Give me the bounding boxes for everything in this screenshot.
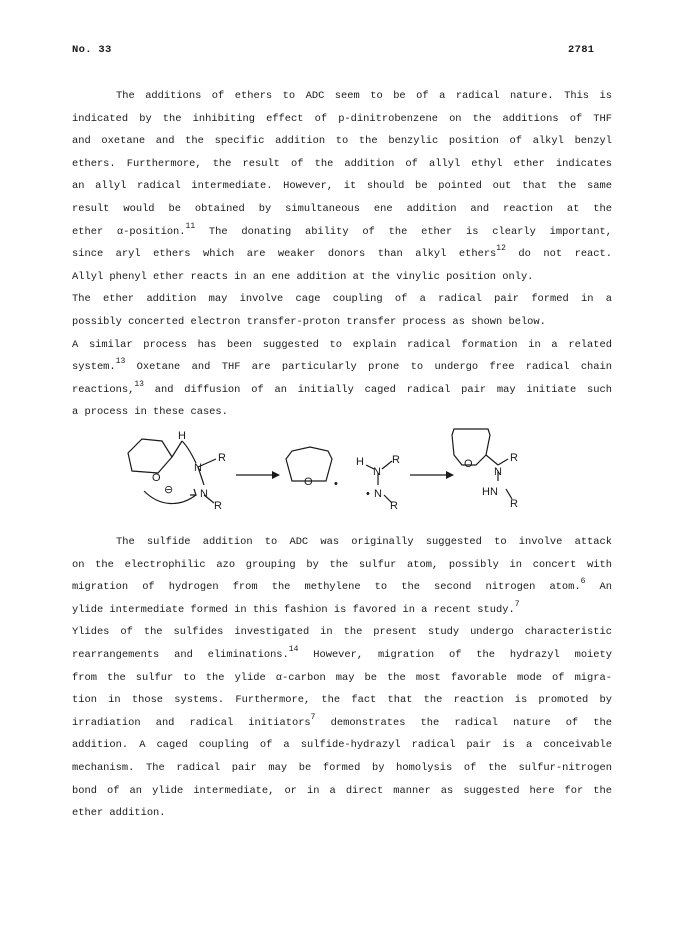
text-line (72, 221, 612, 244)
text-line (72, 175, 612, 198)
reference-superscript: 7 (514, 599, 520, 609)
text-line (72, 379, 612, 402)
reference-superscript: 12 (496, 244, 506, 254)
text-segment: rearrangements and eliminations. (72, 648, 289, 661)
hydrazyl-hydrogen-label: H (356, 456, 364, 468)
hydrazyl-radical-dot: • (366, 488, 370, 500)
page-number: 2781 (568, 44, 595, 56)
text-segment: an allyl radical intermediate. However, it should be pointed out that the same (72, 180, 612, 193)
text-segment: from the sulfur to the ylide α-carbon may be the most favorable mode of migra- (72, 671, 612, 684)
text-segment: reactions, (72, 383, 135, 396)
azo-nitrogen-upper-label: N (194, 462, 202, 474)
text-line (72, 554, 612, 577)
reference-superscript: 6 (580, 577, 586, 587)
text-line (72, 288, 612, 311)
text-line (72, 356, 612, 379)
text-line (72, 689, 612, 712)
text-segment: An (585, 581, 612, 594)
text-line (72, 621, 612, 644)
text-segment: result would be obtained by simultaneous ene addition and reaction at the (72, 202, 612, 215)
text-segment: irradiation and radical initiators (72, 716, 311, 729)
journal-issue-number: No. 33 (72, 44, 112, 56)
product-r-lower-label: R (510, 498, 518, 510)
paragraph-ether-addition (72, 85, 612, 424)
text-line (72, 644, 612, 667)
negative-charge-label: ⊖ (164, 484, 174, 496)
text-line (72, 401, 612, 424)
text-segment: a process in these cases. (72, 406, 228, 419)
reference-superscript: 14 (288, 644, 299, 654)
text-segment: and diffusion of an initially caged radical pair may initiate such (143, 383, 612, 396)
text-line (72, 108, 612, 131)
text-line (72, 311, 612, 334)
text-segment: ether α-position. (72, 225, 186, 238)
text-segment: The sulfide addition to ADC was originally suggested to involve attack (116, 536, 612, 548)
azo-nitrogen-lower-label: N (200, 488, 208, 500)
text-line (72, 85, 612, 108)
text-line (72, 802, 612, 825)
text-segment: mechanism. The radical pair may be formed by homolysis of the sulfur-nitrogen (72, 761, 612, 774)
text-line (72, 757, 612, 780)
hydrazyl-r-upper-label: R (392, 454, 400, 466)
reaction-scheme (110, 425, 540, 515)
product-oxygen-label: O (464, 458, 473, 470)
text-line (72, 667, 612, 690)
text-segment: demonstrates the radical nature of the (315, 716, 612, 729)
text-segment: possibly concerted electron transfer-proton transfer process as shown below. (72, 315, 546, 328)
hydrazyl-r-lower-label: R (390, 500, 398, 512)
text-line (72, 266, 612, 289)
text-line (72, 243, 612, 266)
reference-superscript: 13 (134, 379, 144, 389)
text-segment: addition. A caged coupling of a sulfide-hydrazyl radical pair is a conceivable (72, 739, 612, 752)
text-line (72, 531, 612, 554)
text-segment: Ylides of the sulfides investigated in the present study undergo characteristic (72, 626, 612, 639)
text-segment: ether addition. (72, 807, 166, 820)
radical-ring-oxygen-label: O (304, 476, 313, 488)
hydrazyl-nitrogen-lower-label: N (374, 488, 382, 500)
substituent-r-lower-label: R (214, 500, 222, 512)
text-segment: Allyl phenyl ether reacts in an ene addition at the vinylic position only. (72, 270, 534, 283)
text-segment: on the electrophilic azo grouping by the sulfur atom, possibly in concert with (72, 558, 612, 571)
hydrogen-atom-label: H (178, 430, 186, 442)
product-r-upper-label: R (510, 452, 518, 464)
text-line (72, 734, 612, 757)
text-segment: ethers. Furthermore, the result of the addition of allyl ethyl ether indicates (72, 157, 612, 170)
text-segment: The additions of ethers to ADC seem to be of a radical nature. This is (116, 90, 612, 102)
text-line (72, 130, 612, 153)
hydrazyl-nitrogen-upper-label: N (373, 466, 381, 478)
text-line (72, 334, 612, 357)
text-segment: system. (72, 361, 116, 374)
text-line (72, 198, 612, 221)
text-segment: A similar process has been suggested to explain radical formation in a related (72, 338, 612, 351)
substituent-r-upper-label: R (218, 452, 226, 464)
text-line (72, 712, 612, 735)
reference-superscript: 7 (310, 712, 316, 722)
text-segment: The donating ability of the ether is clearly important, (195, 225, 612, 238)
text-segment: The ether addition may involve cage coupling of a radical pair formed in a (72, 293, 612, 306)
text-line (72, 599, 612, 622)
reference-superscript: 11 (185, 221, 196, 231)
text-line (72, 780, 612, 803)
text-segment: and oxetane and the specific addition to the benzylic position of alkyl benzyl (72, 135, 612, 148)
text-segment: since aryl ethers which are weaker donors than alkyl ethers (72, 248, 497, 261)
text-segment: tion in those systems. Furthermore, the fact that the reaction is promoted by (72, 694, 612, 707)
text-segment: bond of an ylide intermediate, or in a direct manner as suggested here for the (72, 784, 612, 797)
text-segment: ylide intermediate formed in this fashion is favored in a recent study. (72, 603, 515, 616)
text-segment: Oxetane and THF are particularly prone to undergo free radical chain (125, 361, 612, 374)
text-segment: However, migration of the hydrazyl moiety (298, 648, 612, 661)
radical-dot-carbon: • (334, 478, 338, 490)
text-line (72, 153, 612, 176)
ether-oxygen-label: O (152, 472, 161, 484)
text-line (72, 576, 612, 599)
product-nitrogen-label: N (494, 466, 502, 478)
product-hn-label: HN (482, 486, 498, 498)
paragraph-sulfide-addition (72, 531, 612, 825)
text-segment: do not react. (505, 248, 613, 261)
reference-superscript: 13 (115, 357, 126, 367)
text-segment: indicated by the inhibiting effect of p-dinitrobenzene on the additions of THF (72, 112, 612, 125)
text-segment: migration of hydrogen from the methylene to the second nitrogen atom. (72, 581, 581, 594)
